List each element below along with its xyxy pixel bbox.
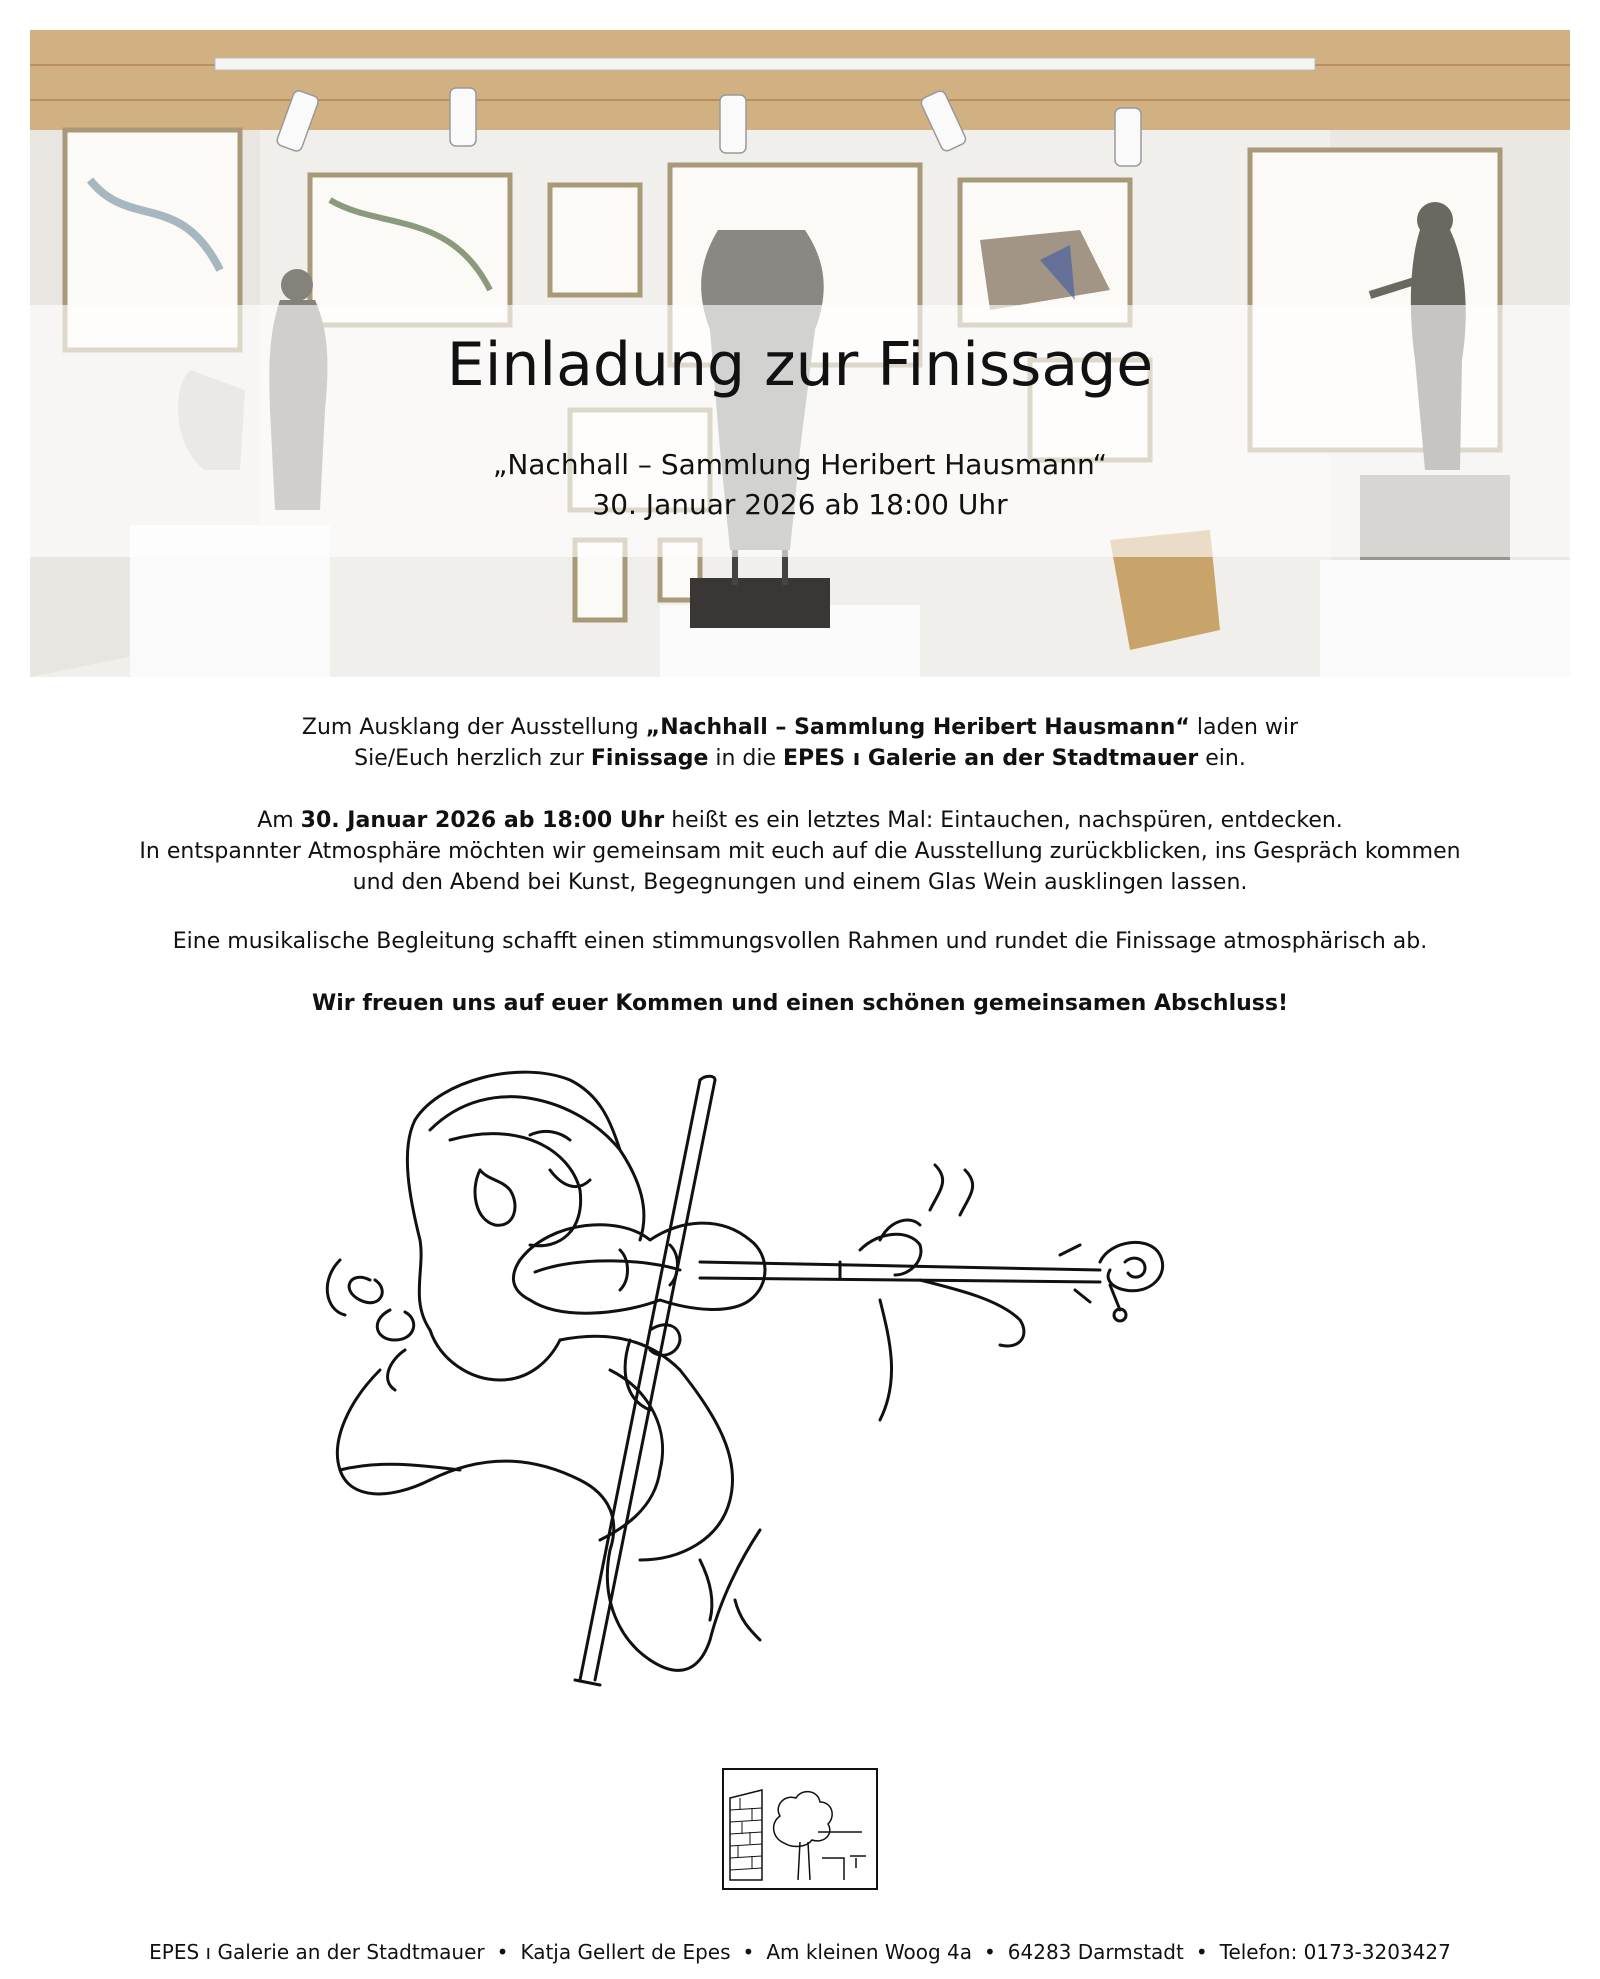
footer-separator: • — [742, 1940, 755, 1964]
details-text: Am — [257, 808, 301, 833]
music-paragraph: Eine musikalische Begleitung schafft einen stimmungsvollen Rahmen und rundet die Finissage atmosphärisch ab. — [172, 929, 1428, 954]
gallery-name: EPES ı Galerie an der Stadtmauer — [783, 746, 1199, 771]
violinist-drawing — [320, 1040, 1300, 1720]
details-paragraph — [60, 805, 1540, 898]
footer-separator: • — [983, 1940, 996, 1964]
details-text: In entspannter Atmosphäre möchten wir gemeinsam mit euch auf die Ausstellung zurückblicken, ins Gespräch kommen — [139, 839, 1461, 864]
event-date: 30. Januar 2026 ab 18:00 Uhr — [592, 488, 1008, 521]
finissage-label: Finissage — [590, 746, 709, 771]
intro-paragraph — [60, 712, 1540, 774]
closing-line: Wir freuen uns auf euer Kommen und einen schönen gemeinsamen Abschluss! — [312, 991, 1288, 1016]
footer-separator: • — [1195, 1940, 1208, 1964]
intro-text: in die — [708, 746, 784, 771]
exhibition-title: „Nachhall – Sammlung Heribert Hausmann“ — [492, 448, 1108, 481]
intro-text: ein. — [1198, 746, 1246, 771]
page-title: Einladung zur Finissage — [446, 330, 1154, 400]
details-text: und den Abend bei Kunst, Begegnungen und einem Glas Wein ausklingen lassen. — [352, 870, 1248, 895]
intro-text: laden wir — [1189, 715, 1299, 740]
footer-street: Am kleinen Woog 4a — [766, 1940, 972, 1964]
footer-owner: Katja Gellert de Epes — [520, 1940, 731, 1964]
intro-text: Zum Ausklang der Ausstellung — [301, 715, 646, 740]
details-text: heißt es ein letztes Mal: Eintauchen, nachspüren, entdecken. — [664, 808, 1343, 833]
gallery-logo — [722, 1768, 878, 1890]
footer-city: 64283 Darmstadt — [1007, 1940, 1184, 1964]
footer-phone: Telefon: 0173-3203427 — [1219, 1940, 1451, 1964]
footer-contact — [0, 1940, 1600, 1964]
hero-banner — [30, 30, 1570, 677]
event-datetime: 30. Januar 2026 ab 18:00 Uhr — [300, 808, 665, 833]
exhibition-name: „Nachhall – Sammlung Heribert Hausmann“ — [645, 715, 1190, 740]
footer-separator: • — [496, 1940, 509, 1964]
footer-gallery: EPES ı Galerie an der Stadtmauer — [149, 1940, 485, 1964]
intro-text: Sie/Euch herzlich zur — [354, 746, 591, 771]
